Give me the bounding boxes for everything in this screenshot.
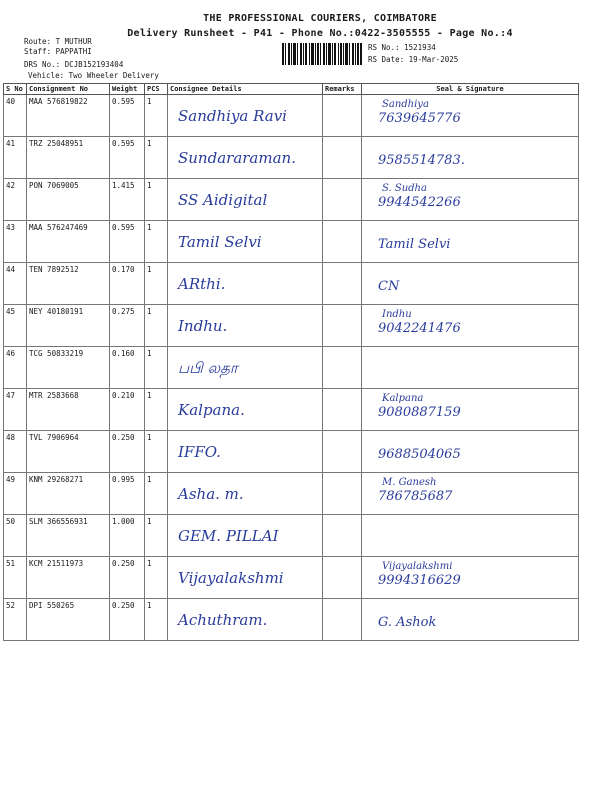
signature-phone: G. Ashok bbox=[378, 615, 437, 630]
consignee-handwriting: ARthi. bbox=[178, 275, 226, 293]
consignee-handwriting: Vijayalakshmi bbox=[178, 569, 284, 587]
consignee-handwriting: GEM. PILLAI bbox=[178, 527, 279, 545]
cell-sno: 48 bbox=[4, 431, 27, 473]
cell-consignment: SLM 366556931 bbox=[27, 515, 110, 557]
signature-phone: 9585514783. bbox=[378, 153, 465, 168]
cell-consignment: TVL 7906964 bbox=[27, 431, 110, 473]
consignee-handwriting: பபி லதா bbox=[178, 359, 238, 377]
cell-signature bbox=[362, 179, 579, 221]
signature-phone: 9688504065 bbox=[378, 447, 461, 462]
cell-signature bbox=[362, 305, 579, 347]
route-label: Route: T MUTHUR bbox=[24, 37, 92, 46]
cell-signature bbox=[362, 263, 579, 305]
consignee-handwriting: Sundararaman. bbox=[178, 149, 296, 167]
vehicle-label: Vehicle: Two Wheeler Delivery bbox=[28, 71, 159, 80]
table-row bbox=[4, 389, 579, 431]
cell-sno: 51 bbox=[4, 557, 27, 599]
consignee-handwriting: Sandhiya Ravi bbox=[178, 107, 287, 125]
cell-remarks bbox=[323, 221, 362, 263]
cell-sno: 49 bbox=[4, 473, 27, 515]
table-row bbox=[4, 305, 579, 347]
cell-consignee bbox=[168, 263, 323, 305]
signature-name: Vijayalakshmi bbox=[382, 561, 453, 572]
consignee-handwriting: Asha. m. bbox=[178, 485, 244, 503]
cell-consignee bbox=[168, 515, 323, 557]
cell-pcs: 1 bbox=[145, 263, 168, 305]
cell-consignee bbox=[168, 557, 323, 599]
runsheet-subtitle: Delivery Runsheet - P41 - Phone No.:0422-3505555 - Page No.:4 bbox=[127, 28, 513, 39]
table-row bbox=[4, 599, 579, 641]
cell-consignment: MAA 576819822 bbox=[27, 95, 110, 137]
table-row bbox=[4, 473, 579, 515]
table-row bbox=[4, 179, 579, 221]
cell-weight: 0.160 bbox=[110, 347, 145, 389]
cell-consignment: TRZ 25048951 bbox=[27, 137, 110, 179]
cell-signature bbox=[362, 515, 579, 557]
cell-pcs: 1 bbox=[145, 221, 168, 263]
cell-consignment: PON 7069005 bbox=[27, 179, 110, 221]
cell-consignee bbox=[168, 137, 323, 179]
cell-remarks bbox=[323, 137, 362, 179]
table-row bbox=[4, 137, 579, 179]
staff-label: Staff: PAPPATHI bbox=[24, 47, 92, 56]
cell-weight: 0.995 bbox=[110, 473, 145, 515]
table-body bbox=[4, 95, 579, 641]
cell-consignee bbox=[168, 431, 323, 473]
cell-sno: 47 bbox=[4, 389, 27, 431]
cell-remarks bbox=[323, 515, 362, 557]
cell-sno: 50 bbox=[4, 515, 27, 557]
cell-sno: 42 bbox=[4, 179, 27, 221]
cell-weight: 0.170 bbox=[110, 263, 145, 305]
cell-weight: 0.250 bbox=[110, 599, 145, 641]
cell-weight: 1.415 bbox=[110, 179, 145, 221]
runsheet-table bbox=[3, 83, 579, 641]
consignee-handwriting: Kalpana. bbox=[178, 401, 245, 419]
cell-remarks bbox=[323, 305, 362, 347]
cell-weight: 0.250 bbox=[110, 557, 145, 599]
consignee-handwriting: IFFO. bbox=[178, 443, 221, 461]
cell-pcs: 1 bbox=[145, 599, 168, 641]
cell-pcs: 1 bbox=[145, 431, 168, 473]
cell-pcs: 1 bbox=[145, 473, 168, 515]
cell-remarks bbox=[323, 347, 362, 389]
signature-name: S. Sudha bbox=[382, 183, 427, 194]
cell-sno: 45 bbox=[4, 305, 27, 347]
cell-signature bbox=[362, 473, 579, 515]
cell-remarks bbox=[323, 431, 362, 473]
cell-consignee bbox=[168, 221, 323, 263]
col-consignment: Consignment No bbox=[27, 84, 110, 95]
cell-sno: 52 bbox=[4, 599, 27, 641]
cell-consignment: KCM 21511973 bbox=[27, 557, 110, 599]
rs-date: RS Date: 19-Mar-2025 bbox=[368, 55, 459, 64]
signature-name: Sandhiya bbox=[382, 99, 429, 110]
table-row bbox=[4, 515, 579, 557]
cell-signature bbox=[362, 431, 579, 473]
cell-signature bbox=[362, 95, 579, 137]
cell-sno: 46 bbox=[4, 347, 27, 389]
cell-remarks bbox=[323, 95, 362, 137]
cell-weight: 0.595 bbox=[110, 137, 145, 179]
consignee-handwriting: Tamil Selvi bbox=[178, 233, 262, 251]
signature-phone: 9994316629 bbox=[378, 573, 461, 588]
cell-remarks bbox=[323, 473, 362, 515]
signature-phone: 7639645776 bbox=[378, 111, 461, 126]
cell-weight: 0.250 bbox=[110, 431, 145, 473]
col-consignee: Consignee Details bbox=[168, 84, 323, 95]
cell-consignment: MTR 2583668 bbox=[27, 389, 110, 431]
cell-pcs: 1 bbox=[145, 515, 168, 557]
col-sno: S No bbox=[4, 84, 27, 95]
signature-name: Kalpana bbox=[382, 393, 424, 404]
signature-name: M. Ganesh bbox=[382, 477, 437, 488]
table-row bbox=[4, 263, 579, 305]
cell-remarks bbox=[323, 599, 362, 641]
cell-pcs: 1 bbox=[145, 305, 168, 347]
table-header-row bbox=[4, 84, 579, 95]
cell-remarks bbox=[323, 389, 362, 431]
table-row bbox=[4, 431, 579, 473]
cell-signature bbox=[362, 137, 579, 179]
cell-consignee bbox=[168, 179, 323, 221]
consignee-handwriting: Indhu. bbox=[178, 317, 228, 335]
table-row bbox=[4, 95, 579, 137]
cell-pcs: 1 bbox=[145, 179, 168, 221]
cell-consignee bbox=[168, 305, 323, 347]
cell-pcs: 1 bbox=[145, 347, 168, 389]
signature-name: Indhu bbox=[382, 309, 412, 320]
cell-signature bbox=[362, 347, 579, 389]
cell-pcs: 1 bbox=[145, 137, 168, 179]
col-weight: Weight bbox=[110, 84, 145, 95]
signature-phone: 9042241476 bbox=[378, 321, 461, 336]
col-signature: Seal & Signature bbox=[362, 84, 579, 95]
cell-sno: 43 bbox=[4, 221, 27, 263]
cell-consignee bbox=[168, 95, 323, 137]
cell-consignment: NEY 40180191 bbox=[27, 305, 110, 347]
cell-consignee bbox=[168, 473, 323, 515]
cell-remarks bbox=[323, 179, 362, 221]
signature-phone: 9944542266 bbox=[378, 195, 461, 210]
rs-number: RS No.: 1521934 bbox=[368, 43, 436, 52]
cell-signature bbox=[362, 599, 579, 641]
cell-sno: 44 bbox=[4, 263, 27, 305]
cell-signature bbox=[362, 389, 579, 431]
cell-consignee bbox=[168, 599, 323, 641]
cell-sno: 40 bbox=[4, 95, 27, 137]
cell-signature bbox=[362, 221, 579, 263]
table-row bbox=[4, 221, 579, 263]
col-remarks: Remarks bbox=[323, 84, 362, 95]
cell-consignment: TEN 7892512 bbox=[27, 263, 110, 305]
table-row bbox=[4, 347, 579, 389]
cell-consignment: KNM 29268271 bbox=[27, 473, 110, 515]
consignee-handwriting: Achuthram. bbox=[178, 611, 268, 629]
cell-remarks bbox=[323, 263, 362, 305]
cell-weight: 0.595 bbox=[110, 95, 145, 137]
cell-consignee bbox=[168, 389, 323, 431]
cell-consignee bbox=[168, 347, 323, 389]
cell-pcs: 1 bbox=[145, 557, 168, 599]
cell-signature bbox=[362, 557, 579, 599]
col-pcs: PCS bbox=[145, 84, 168, 95]
cell-weight: 0.595 bbox=[110, 221, 145, 263]
cell-sno: 41 bbox=[4, 137, 27, 179]
signature-phone: 9080887159 bbox=[378, 405, 461, 420]
cell-weight: 1.000 bbox=[110, 515, 145, 557]
cell-consignment: TCG 50833219 bbox=[27, 347, 110, 389]
cell-pcs: 1 bbox=[145, 95, 168, 137]
barcode bbox=[282, 43, 362, 65]
cell-consignment: MAA 576247469 bbox=[27, 221, 110, 263]
rs-info bbox=[368, 42, 458, 66]
signature-phone: Tamil Selvi bbox=[378, 237, 451, 252]
signature-phone: CN bbox=[378, 279, 400, 294]
cell-weight: 0.275 bbox=[110, 305, 145, 347]
cell-remarks bbox=[323, 557, 362, 599]
drs-number: DRS No.: DCJB152193404 bbox=[24, 60, 124, 69]
consignee-handwriting: SS Aidigital bbox=[178, 191, 268, 209]
cell-consignment: DPI 550265 bbox=[27, 599, 110, 641]
table-row bbox=[4, 557, 579, 599]
cell-pcs: 1 bbox=[145, 389, 168, 431]
cell-weight: 0.210 bbox=[110, 389, 145, 431]
company-title: THE PROFESSIONAL COURIERS, COIMBATORE bbox=[203, 13, 437, 24]
signature-phone: 786785687 bbox=[378, 489, 453, 504]
